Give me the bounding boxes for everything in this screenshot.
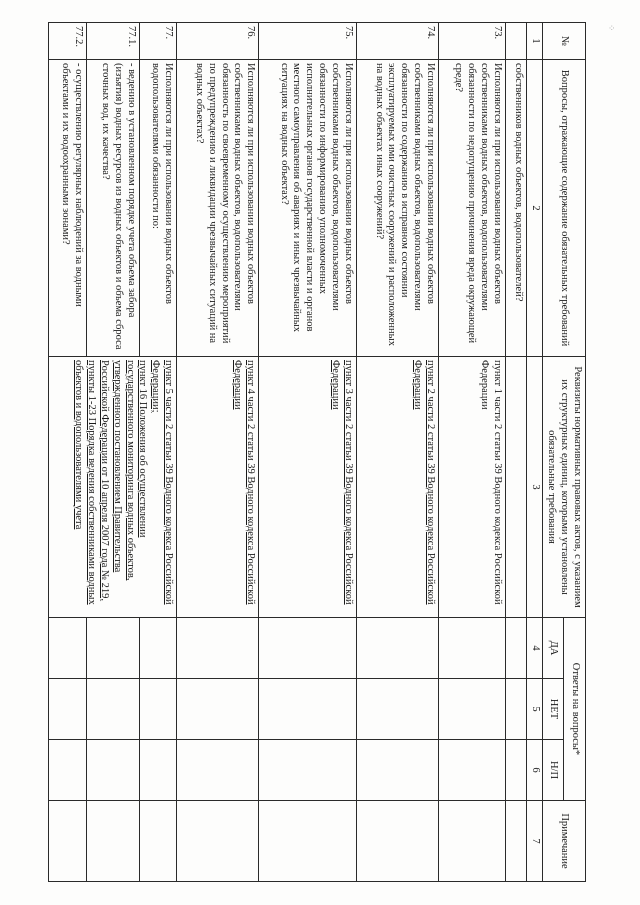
note-cell[interactable]	[356, 801, 438, 882]
answer-yes-cell[interactable]	[505, 618, 526, 679]
answer-no-cell[interactable]	[86, 679, 139, 740]
table-row	[438, 23, 505, 882]
row-num: 77.1.	[86, 23, 139, 60]
row-num: 77.	[139, 23, 176, 60]
index-cell: 4	[526, 618, 542, 679]
note-cell[interactable]	[438, 801, 505, 882]
note-cell[interactable]	[259, 801, 356, 882]
header-note: Примечание	[542, 801, 585, 882]
header-num: №	[542, 23, 585, 60]
header-row	[564, 23, 586, 882]
row-num: 73.	[438, 23, 505, 60]
row-acts-merged	[49, 357, 177, 618]
table-row	[356, 23, 438, 882]
header-acts: Реквизиты нормативных правовых актов, с указанием их структурных единиц, которыми установлены обязательные требования	[542, 357, 585, 618]
answer-na-cell[interactable]	[356, 740, 438, 801]
row-acts: пункт 4 части 2 статьи 39 Водного кодекса Российской Федерации	[177, 357, 259, 618]
table-row	[177, 23, 259, 882]
answer-yes-cell[interactable]	[177, 618, 259, 679]
checklist-sheet	[56, 22, 586, 882]
index-cell: 1	[526, 23, 542, 60]
row-question: Исполняются ли при использовании водных объектов собственниками водных объектов, водопользователями обязанности по содержанию в исправном состоянии эксплуатируемых ими очистных сооружений и расположенных на водных объектах иных сооружений?	[356, 60, 438, 357]
answer-no-cell[interactable]	[177, 679, 259, 740]
header-na: Н/П	[542, 740, 564, 801]
row-question: Исполняются ли при использовании водных объектов водопользователями обязанности по:	[139, 60, 176, 357]
header-yes: ДА	[542, 618, 564, 679]
scan-mark: ⁘	[608, 24, 616, 34]
row-num: 77.2.	[49, 23, 86, 60]
answer-no-cell[interactable]	[139, 679, 176, 740]
answer-na-cell[interactable]	[49, 740, 86, 801]
answer-na-cell[interactable]	[438, 740, 505, 801]
note-cell[interactable]	[505, 801, 526, 882]
answer-no-cell[interactable]	[259, 679, 356, 740]
answer-no-cell[interactable]	[49, 679, 86, 740]
answer-na-cell[interactable]	[505, 740, 526, 801]
row-question: - ведению в установленном порядке учета объема забора (изъятия) водных ресурсов из водных объектов и объема сброса сточных вод, их качества?	[86, 60, 139, 357]
note-cell[interactable]	[86, 801, 139, 882]
answer-na-cell[interactable]	[139, 740, 176, 801]
index-cell: 6	[526, 740, 542, 801]
checklist-table	[48, 22, 586, 882]
header-answers: Ответы на вопросы*	[564, 618, 586, 801]
index-cell: 3	[526, 357, 542, 618]
note-cell[interactable]	[177, 801, 259, 882]
index-cell: 2	[526, 60, 542, 357]
index-cell: 5	[526, 679, 542, 740]
header-question: Вопросы, отражающие содержание обязательных требований	[542, 60, 585, 357]
answer-no-cell[interactable]	[356, 679, 438, 740]
index-row	[526, 23, 542, 882]
note-cell[interactable]	[139, 801, 176, 882]
row-num	[505, 23, 526, 60]
table-row	[505, 23, 526, 882]
answer-na-cell[interactable]	[259, 740, 356, 801]
index-cell: 7	[526, 801, 542, 882]
answer-yes-cell[interactable]	[259, 618, 356, 679]
note-cell[interactable]	[49, 801, 86, 882]
row-acts	[505, 357, 526, 618]
answer-yes-cell[interactable]	[139, 618, 176, 679]
answer-yes-cell[interactable]	[49, 618, 86, 679]
row-question: Исполняются ли при использовании водных объектов собственниками водных объектов, водопользователями обязанности по информированию уполномоченных исполнительных органов государственной власти и органов местного самоуправления об авариях и иных чрезвычайных ситуациях на водных объектах?	[259, 60, 356, 357]
row-num: 74.	[356, 23, 438, 60]
row-question: собственников водных объектов, водопользователей?	[505, 60, 526, 357]
answer-no-cell[interactable]	[505, 679, 526, 740]
acts-text-77-1: пункт 16 Положения об осуществлении государственного мониторинга водных объектов, утвержденного постановлением Правительства Российской Федерации от 10 апреля 2007 года № 219, пункты 1-23 Порядка ведения собственниками водных объектов и водопользователями учета	[73, 360, 149, 605]
table-row	[139, 23, 176, 882]
answer-na-cell[interactable]	[86, 740, 139, 801]
header-no: НЕТ	[542, 679, 564, 740]
answer-na-cell[interactable]	[177, 740, 259, 801]
row-acts: пункт 3 части 2 статьи 39 Водного кодекса Российской Федерации	[259, 357, 356, 618]
acts-text-77: пункт 5 части 2 статьи 39 Водного кодекса Российской Федерации;	[150, 360, 175, 605]
row-acts: пункт 1 части 2 статьи 39 Водного кодекса Российской Федерации	[438, 357, 505, 618]
row-question: - осуществлению регулярных наблюдений за водными объектами и их водоохранными зонами?	[49, 60, 86, 357]
row-question: Исполняются ли при использовании водных объектов собственниками водных объектов, водопользователями обязанность по своевременному осуществлению мероприятий по предупреждению и ликвидации чрезвычайных ситуаций на водных объектах?	[177, 60, 259, 357]
answer-no-cell[interactable]	[438, 679, 505, 740]
answer-yes-cell[interactable]	[356, 618, 438, 679]
table-row	[259, 23, 356, 882]
answer-yes-cell[interactable]	[438, 618, 505, 679]
row-num: 76.	[177, 23, 259, 60]
answer-yes-cell[interactable]	[86, 618, 139, 679]
row-num: 75.	[259, 23, 356, 60]
row-question: Исполняются ли при использовании водных объектов собственниками водных объектов, водопользователями обязанности по недопущению причинения вреда окружающей среде?	[438, 60, 505, 357]
row-acts: пункт 2 части 2 статьи 39 Водного кодекса Российской Федерации	[356, 357, 438, 618]
